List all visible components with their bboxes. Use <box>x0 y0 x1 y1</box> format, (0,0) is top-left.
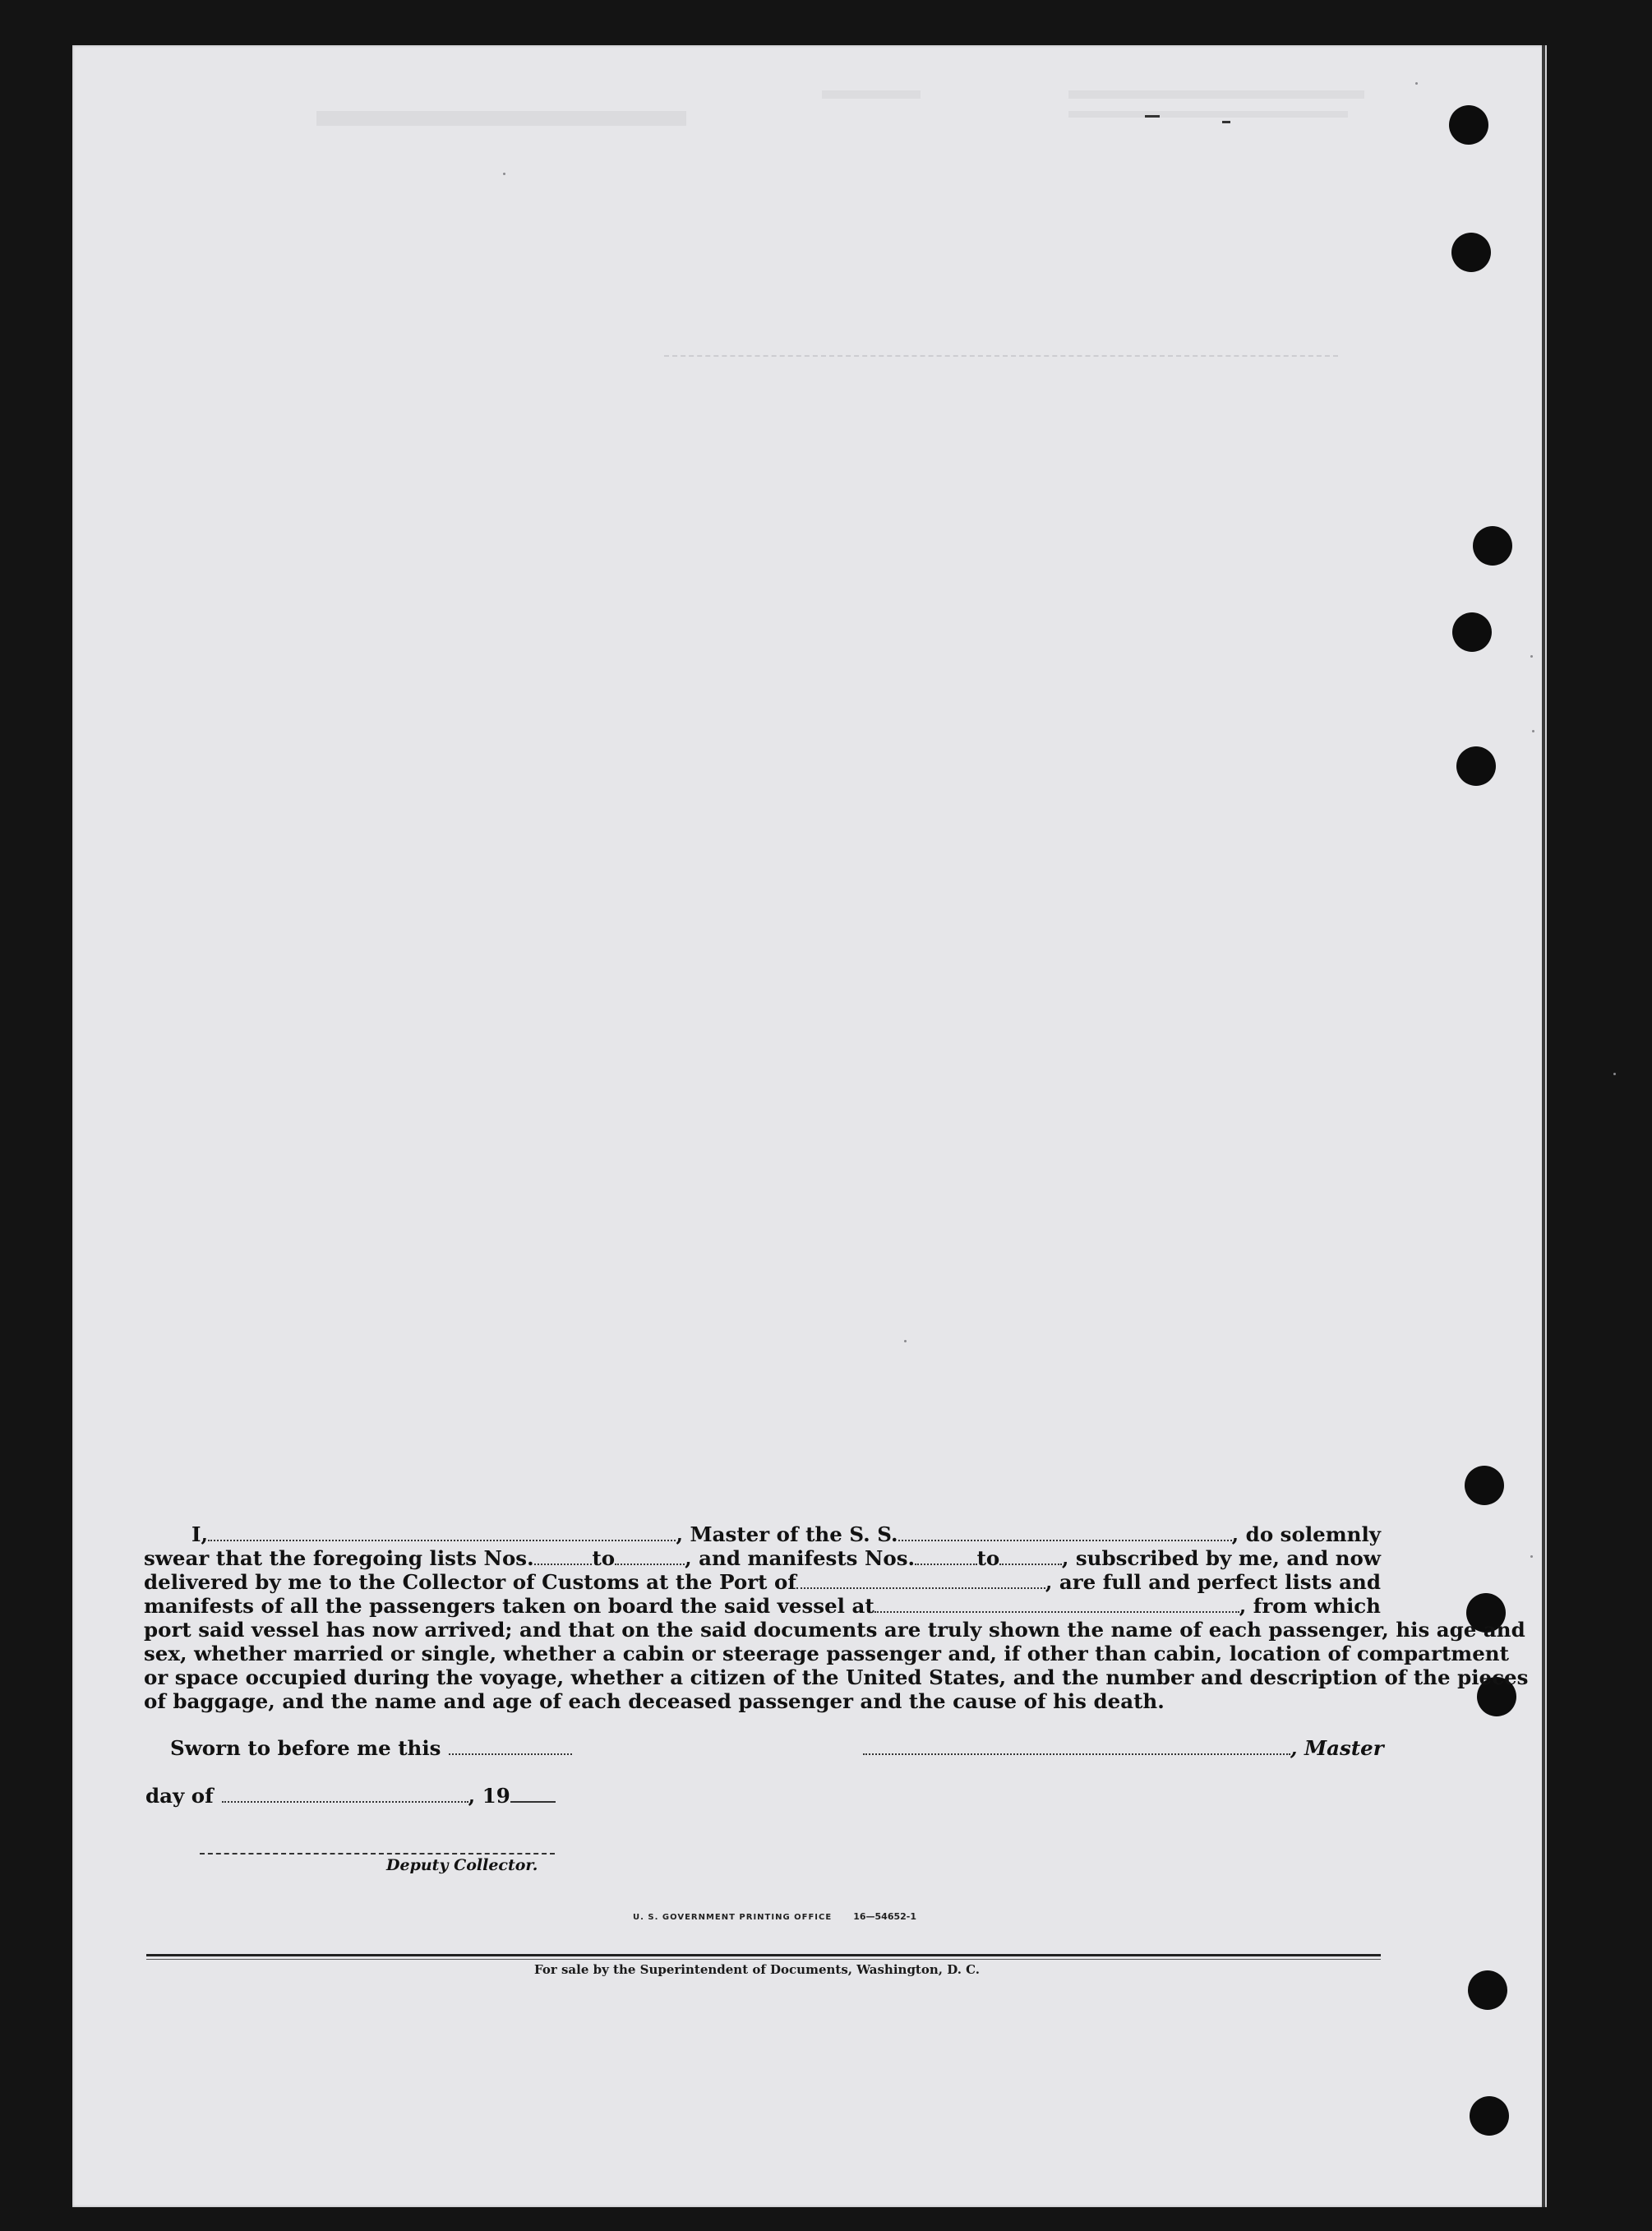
oath-line-4 <box>144 1594 1381 1618</box>
mark <box>1530 1555 1533 1558</box>
year-prefix: , 19 <box>468 1784 510 1808</box>
master-label: , Master <box>1290 1736 1384 1760</box>
mark <box>1532 730 1534 732</box>
master-signature-field[interactable] <box>863 1739 1290 1755</box>
oath-text: port said vessel has now arrived; and that on the said documents are truly shown the name of each passenger, his age and <box>144 1618 1525 1642</box>
mark <box>1222 121 1230 123</box>
binder-hole <box>1465 1466 1504 1505</box>
oath-text: , Master of the S. S. <box>676 1522 898 1546</box>
bleed-through-rule <box>664 355 1338 357</box>
oath-text: I, <box>192 1522 208 1546</box>
oath-text: , from which <box>1239 1594 1381 1618</box>
deputy-collector-label: Deputy Collector. <box>386 1856 538 1874</box>
oath-line-1 <box>144 1522 1381 1546</box>
binder-hole <box>1470 2096 1509 2136</box>
manifests-from-field[interactable] <box>915 1549 977 1565</box>
master-signature-line <box>863 1736 1384 1760</box>
oath-text: of baggage, and the name and age of each deceased passenger and the cause of his death. <box>144 1689 1165 1713</box>
mark <box>1415 82 1418 85</box>
binder-hole <box>1473 526 1512 566</box>
page-edge <box>1542 45 1545 2207</box>
bleed-through-text <box>1068 90 1364 99</box>
oath-text: , are full and perfect lists and <box>1045 1570 1381 1594</box>
printer-imprint <box>633 1911 916 1922</box>
oath-text: , do solemnly <box>1231 1522 1381 1546</box>
oath-text: swear that the foregoing lists Nos. <box>144 1546 534 1570</box>
footer-rule <box>146 1959 1381 1960</box>
binder-hole <box>1456 746 1496 786</box>
port-field[interactable] <box>796 1573 1045 1589</box>
bleed-through-heading <box>316 111 686 126</box>
oath-line-7 <box>144 1665 1529 1689</box>
lists-from-field[interactable] <box>534 1549 593 1565</box>
departure-port-field[interactable] <box>874 1596 1239 1613</box>
day-of-text: day of <box>145 1784 214 1808</box>
day-line <box>145 1784 556 1808</box>
binder-hole <box>1468 1970 1507 2010</box>
mark <box>1613 1073 1616 1075</box>
sworn-text: Sworn to before me this <box>170 1736 441 1760</box>
oath-paragraph <box>144 1522 1529 1713</box>
master-name-field[interactable] <box>208 1525 676 1541</box>
oath-line-2 <box>144 1546 1381 1570</box>
deputy-signature-field[interactable] <box>200 1853 555 1855</box>
oath-line-6 <box>144 1642 1509 1665</box>
printer-name: U. S. GOVERNMENT PRINTING OFFICE <box>633 1913 833 1922</box>
sworn-line <box>170 1736 572 1760</box>
binder-hole <box>1449 105 1488 145</box>
day-field[interactable] <box>222 1786 468 1803</box>
manifests-to-field[interactable] <box>999 1549 1062 1565</box>
mark <box>503 173 505 175</box>
oath-text: to <box>976 1546 1000 1570</box>
oath-text: manifests of all the passengers taken on board the said vessel at <box>144 1594 874 1618</box>
oath-line-3 <box>144 1570 1381 1594</box>
oath-text: , and manifests Nos. <box>685 1546 916 1570</box>
mark <box>1145 115 1160 118</box>
bleed-through-text <box>1068 111 1348 118</box>
year-field[interactable] <box>510 1786 556 1803</box>
oath-line-8 <box>144 1689 1381 1713</box>
lists-to-field[interactable] <box>615 1549 685 1565</box>
oath-line-5 <box>144 1618 1525 1642</box>
footer-rule <box>146 1954 1381 1956</box>
document-page <box>72 45 1547 2207</box>
vessel-name-field[interactable] <box>898 1525 1232 1541</box>
form-code: 16—54652-1 <box>853 1911 916 1922</box>
oath-text: delivered by me to the Collector of Customs at the Port of <box>144 1570 796 1594</box>
oath-text: or space occupied during the voyage, whether a citizen of the United States, and the number and description of the pieces <box>144 1665 1529 1689</box>
sale-note: For sale by the Superintendent of Documents, Washington, D. C. <box>534 1962 981 1977</box>
binder-hole <box>1451 233 1491 272</box>
oath-text: to <box>592 1546 616 1570</box>
sworn-date-field[interactable] <box>449 1739 572 1755</box>
binder-hole <box>1452 612 1492 652</box>
mark <box>904 1340 907 1342</box>
oath-text: sex, whether married or single, whether a cabin or steerage passenger and, if other than cabin, location of compartment <box>144 1642 1509 1665</box>
mark <box>1530 655 1533 658</box>
bleed-through-text <box>822 90 921 99</box>
oath-text: , subscribed by me, and now <box>1061 1546 1381 1570</box>
